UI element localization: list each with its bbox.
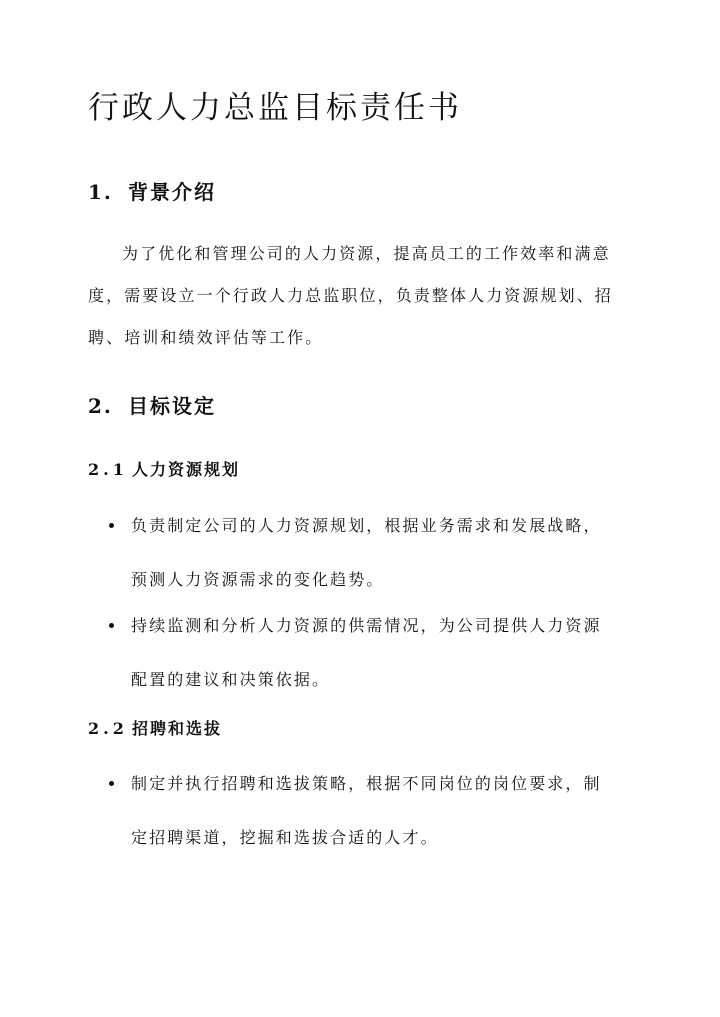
bullet-icon: [109, 523, 114, 528]
paragraph-line: 聘、培训和绩效评估等工作。: [88, 328, 324, 347]
subsection-number: 2.2: [88, 719, 128, 738]
subsection-title: 人力资源规划: [132, 460, 241, 479]
paragraph-line: 度，需要设立一个行政人力总监职位，负责整体人力资源规划、招: [88, 286, 613, 305]
section-title: 目标设定: [128, 394, 216, 418]
list-item-line: 持续监测和分析人力资源的供需情况，为公司提供人力资源: [131, 616, 602, 635]
list-item-line: 配置的建议和决策依据。: [131, 670, 331, 689]
section-title: 背景介绍: [128, 180, 216, 204]
bullet-icon: [109, 623, 114, 628]
subsection-heading: [88, 716, 222, 739]
document-title: 行政人力总监目标责任书: [88, 90, 462, 126]
list-item: [105, 757, 602, 865]
background-paragraph: [88, 233, 636, 359]
list-item: [105, 499, 602, 607]
section-number: 2.: [88, 394, 113, 418]
list-item-line: 负责制定公司的人力资源规划，根据业务需求和发展战略，: [131, 516, 602, 535]
section-heading: [88, 390, 216, 419]
bullet-icon: [109, 781, 114, 786]
subsection-heading: [88, 457, 240, 480]
list-item-line: 定招聘渠道，挖掘和选拔合适的人才。: [131, 828, 439, 847]
paragraph-line: 为了优化和管理公司的人力资源，提高员工的工作效率和满意: [122, 244, 611, 263]
section-heading: [88, 176, 216, 205]
list-item: [105, 599, 602, 707]
list-item-line: 预测人力资源需求的变化趋势。: [131, 570, 385, 589]
list-item-line: 制定并执行招聘和选拔策略，根据不同岗位的岗位要求，制: [131, 774, 602, 793]
subsection-number: 2.1: [88, 460, 128, 479]
section-number: 1.: [88, 180, 113, 204]
subsection-title: 招聘和选拔: [132, 719, 223, 738]
